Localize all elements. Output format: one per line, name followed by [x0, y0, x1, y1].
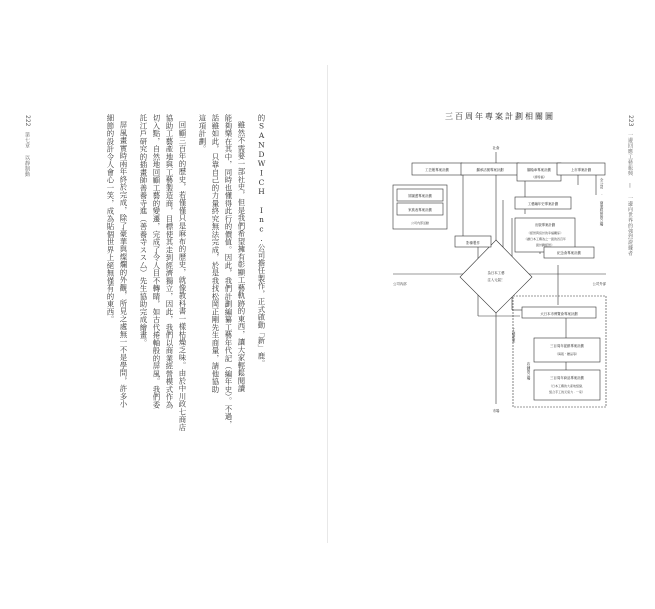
box-video-label: 影像製作 [466, 241, 480, 245]
label-company-external: 公司外部 [592, 282, 606, 286]
label-society: 社會 [492, 146, 500, 150]
left-running-head: 第七章 以靜制動 [24, 132, 30, 177]
diagram-title: 三百周年專案計劃相關圖 [445, 112, 555, 121]
paragraph-line: 細節的設計令人會心一笑，成為貼個世界上絕無僅有的東西。 [106, 114, 115, 324]
paragraph-line: 話雖如此，只靠自己的力量終究無法完成，於是我找松岡正剛先生商量，請他協助 [211, 114, 220, 393]
box-publishing-note-2: 《讓日本工藝為之一振的四百年 [523, 237, 567, 241]
box-publishing-label: 出版專案計劃 [534, 223, 556, 227]
label-stores: 店鋪的立場 [527, 362, 531, 380]
box-listing-label: 上市專案計劃 [570, 168, 592, 172]
internal-activities-label: 公司內部活動 [410, 221, 430, 225]
diamond-text-line-2: 注入元氣！ [487, 278, 505, 282]
label-company-internal: 公司內部 [393, 282, 407, 286]
box-bicycle-note: （諦特福） [531, 175, 547, 179]
paragraph-line: 託江戶研究的插畫師善養寺進（善養寺スス厶）先生協助完成繪畫。 [139, 114, 148, 347]
box-anniv-products-note-1: （日本工藝的大產地組織、 [548, 384, 586, 388]
right-running-head: 一邊回應工藝振興 | 一邊向世界的強烈證據者 [627, 132, 633, 256]
box-family-crest-label: 家族表專案計劃 [408, 208, 432, 212]
left-page-number: 222 [24, 115, 31, 127]
paragraph-line: 能夠樂在其中，同時也懂得此行的價值。因此，我們計劃編纂工藝年代記（編年史）。不過， [224, 114, 233, 429]
diamond-text-line-1: 為日本工藝 [487, 271, 505, 275]
box-craft-theme-label: 工芸帳專案計劃 [425, 168, 449, 172]
label-market: 市場 [492, 409, 500, 413]
paragraph-line: 屏風畫實時兩年終於完成，除了豪華與燦爛的外觀，所見之處無一不是學問，許多小 [119, 121, 128, 408]
box-publishing-note-1: 《經營與設計的幸福關係》 [526, 231, 564, 235]
box-bicycle-label: 腳踏車專案計劃 [527, 168, 551, 172]
label-craft-industry: 工藝產業 [512, 328, 516, 343]
paragraph-line: 協助工藝產地與工藝製造商，目標使其走到經濟獨立，因此，我們以商業經營模式作為 [165, 114, 174, 409]
right-page-number: 223 [627, 115, 634, 127]
label-whole-company: 全公司 · 商業經營的立場 [600, 178, 604, 226]
box-mission-label: 繼承活號專案計劃 [476, 168, 504, 172]
box-anniv-sales-label: 三百周年促銷專案計劃 [550, 344, 584, 348]
box-anniv-products-note-2: 組合手工的元氣力 ‧ 一家） [549, 390, 585, 394]
paragraph-line: 切入點，自然地回顧工藝的變遷，完成了令人目不轉睛，如古代捲軸般的屏風。我們委 [152, 114, 161, 409]
paragraph-line: 回顧三百年的歷史，若僅僅只是麻布的歷史，就像教科書一樣枯燥乏味。由於中川政七商店 [178, 121, 187, 431]
paragraph-line: 這項計劃。 [198, 114, 207, 153]
box-anniv-products-label: 三百周年商品專案計劃 [550, 376, 584, 380]
paragraph-line: 雖然不需要一部社史，但是我們希望擁有彰顯工藝軌跡的東西，讓大家輕鬆閱讀 [237, 121, 246, 393]
box-expo-label: 大日本市博覽會專案計劃 [540, 312, 578, 316]
box-signage-label: 屏圖畫專案計劃 [408, 194, 432, 198]
paragraph-line: 的SANDWICH Inc.公司擔任製作，正式啟動「新」鹿。 [257, 114, 266, 368]
box-annals-label: 工藝編年史專案計劃 [527, 202, 559, 206]
box-commemoration-label: 紀念會專案計劃 [557, 251, 581, 255]
box-anniv-sales-note: （海報・贈品等） [554, 352, 580, 356]
box-publishing-note-3: 振計劃經營》 [535, 243, 555, 247]
box-anniv-sales [534, 338, 600, 362]
